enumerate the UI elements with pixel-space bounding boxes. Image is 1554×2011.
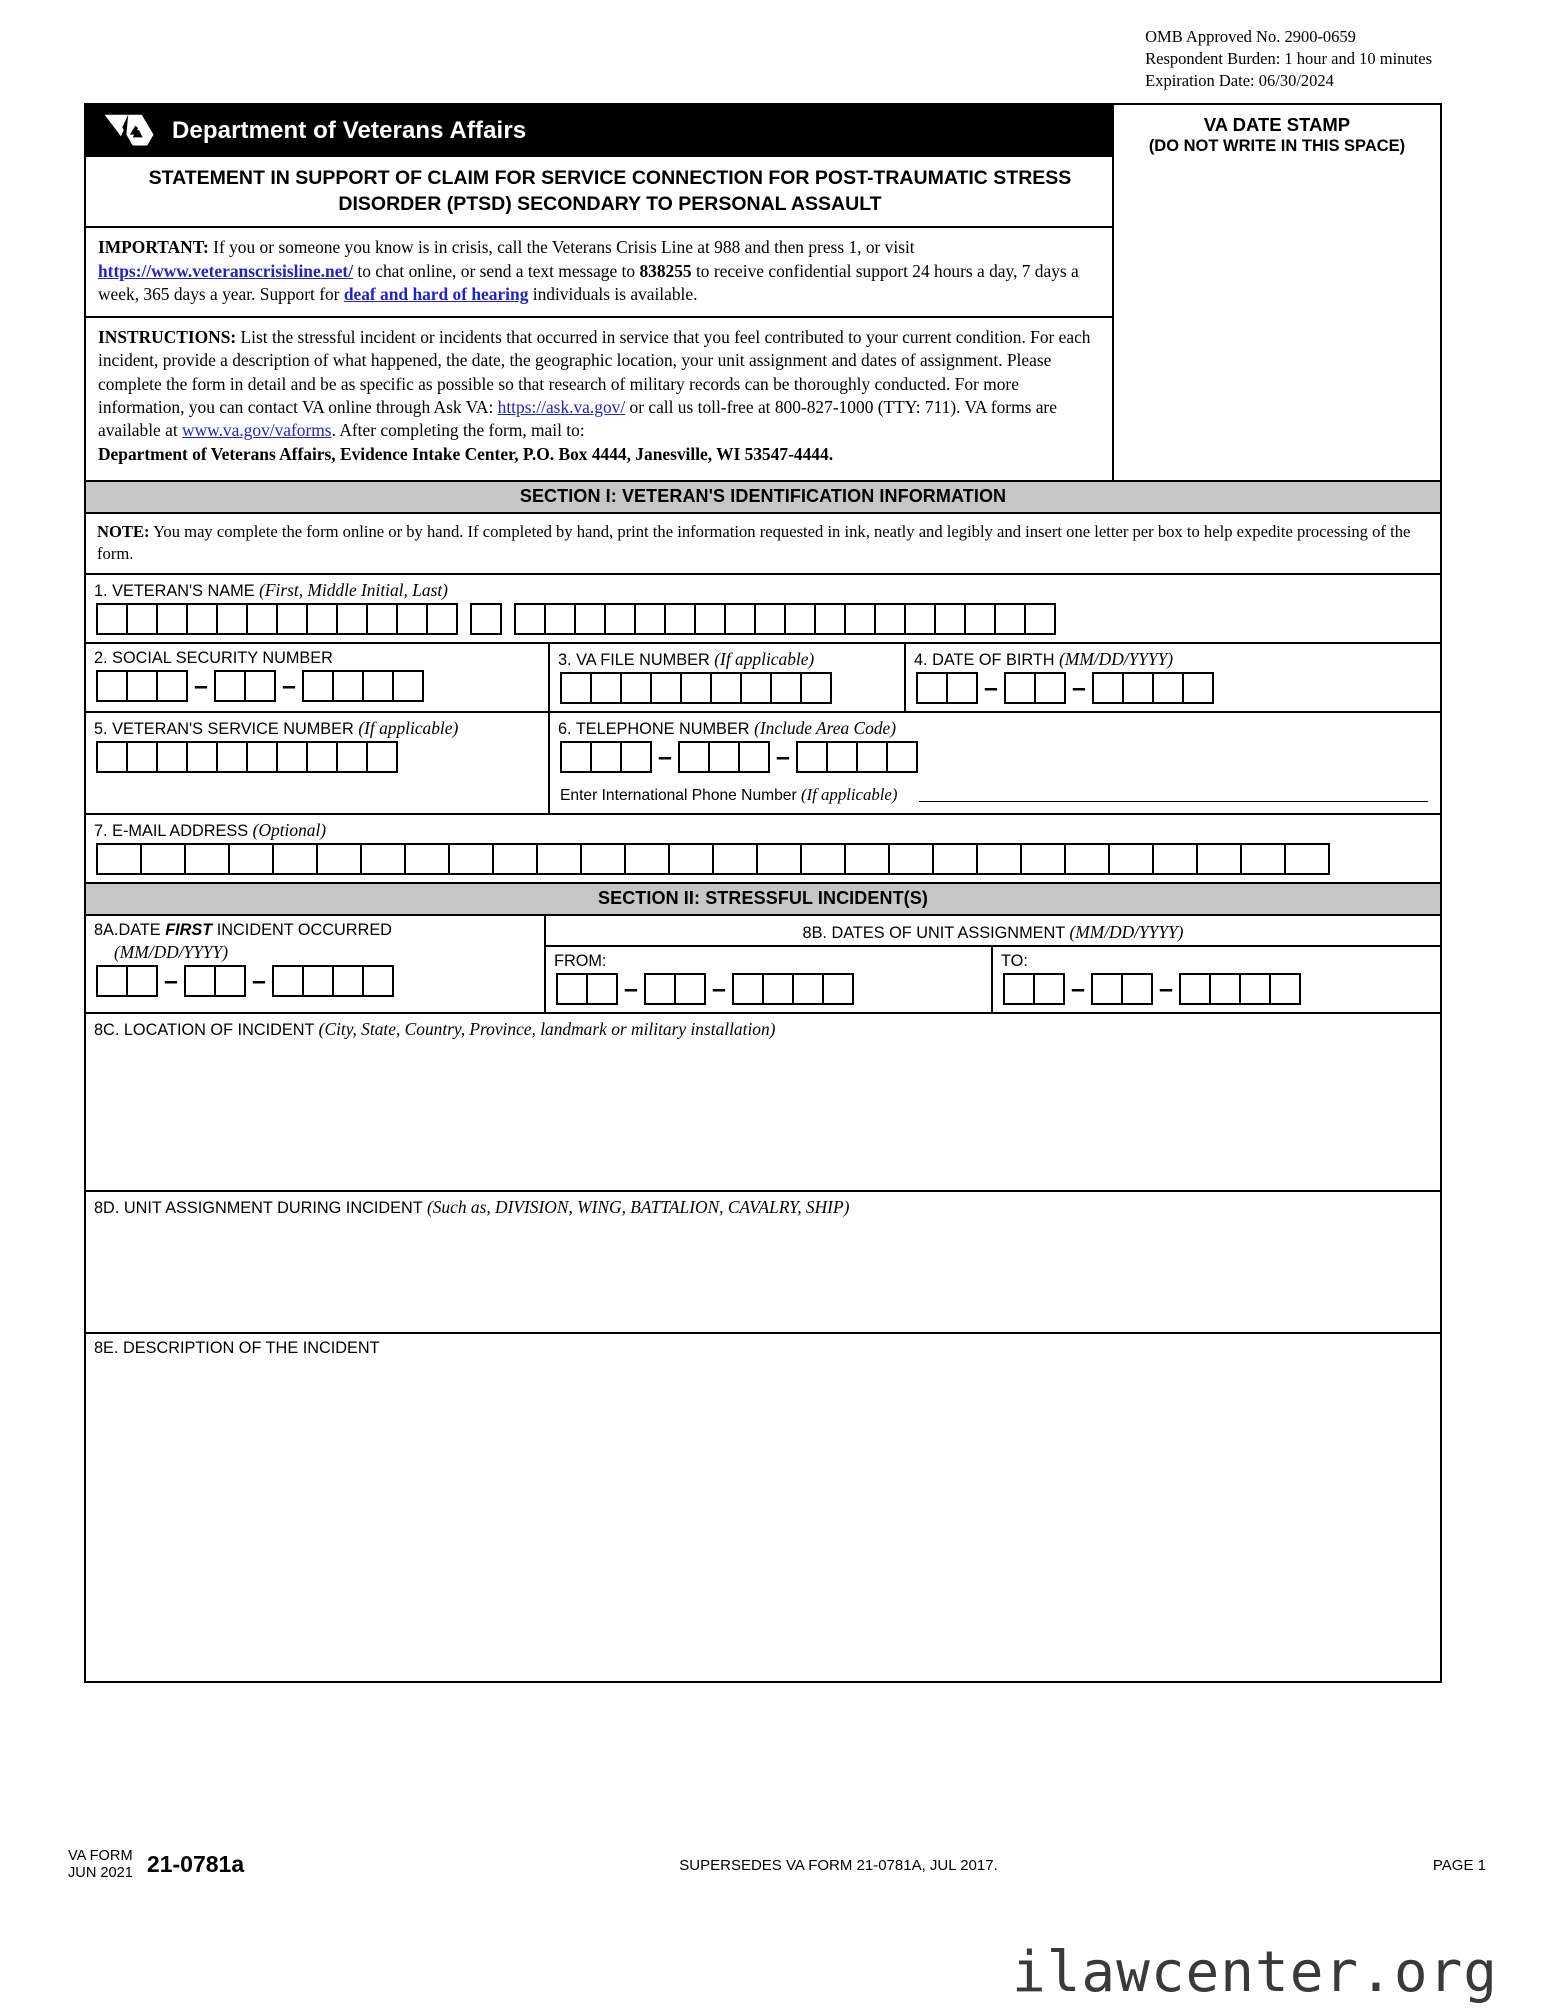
comb-cell[interactable] xyxy=(1196,843,1242,875)
comb-cell[interactable] xyxy=(620,741,652,773)
field-8e-description-of-incident[interactable] xyxy=(86,1334,1440,1681)
comb-cell[interactable] xyxy=(664,603,696,635)
field-3-hint: (If applicable) xyxy=(714,649,815,670)
comb-cell[interactable] xyxy=(302,670,334,702)
comb-cell[interactable] xyxy=(184,965,216,997)
comb-cell[interactable] xyxy=(586,973,618,1005)
field-1-label xyxy=(86,575,1440,603)
field-8e-label xyxy=(86,1334,1440,1360)
comb-cell[interactable] xyxy=(574,603,606,635)
comb-cell[interactable] xyxy=(332,965,364,997)
note-text: You may complete the form online or by hand. If completed by hand, print the information requested in ink, neatly and legibly and insert one letter per box to help expedite processing of the form. xyxy=(97,522,1411,564)
comb-cell[interactable] xyxy=(680,672,712,704)
comb-cell[interactable] xyxy=(1033,973,1065,1005)
comb-cell[interactable] xyxy=(634,603,666,635)
comb-cell[interactable] xyxy=(1179,973,1211,1005)
middle-initial-comb[interactable] xyxy=(470,603,502,635)
field-8b-title: DATES OF UNIT ASSIGNMENT xyxy=(831,924,1065,943)
field-2-number: 2. xyxy=(94,649,108,668)
phone-dash-2: – xyxy=(776,742,790,771)
comb-cell[interactable] xyxy=(762,973,794,1005)
field-5-inputs xyxy=(86,741,548,780)
comb-cell[interactable] xyxy=(276,741,308,773)
comb-cell[interactable] xyxy=(712,843,758,875)
field-2-social-security-number xyxy=(86,644,550,711)
international-phone-row xyxy=(550,780,1440,813)
field-5-hint: (If applicable) xyxy=(358,718,459,739)
comb-cell[interactable] xyxy=(492,843,538,875)
incident-date-day-comb[interactable] xyxy=(184,965,246,997)
field-4-inputs xyxy=(906,672,1440,711)
field-8a-number: 8A. xyxy=(94,921,119,940)
comb-cell[interactable] xyxy=(336,741,368,773)
comb-cell[interactable] xyxy=(800,672,832,704)
field-8a-pre: DATE xyxy=(118,921,166,940)
comb-cell[interactable] xyxy=(740,672,772,704)
va-seal-icon xyxy=(102,112,158,150)
comb-cell[interactable] xyxy=(1284,843,1330,875)
dob-dash-2: – xyxy=(1072,673,1086,702)
instructions-text-2: or call us toll-free at 800-827-1000 (TTY: 711). VA forms are available at xyxy=(98,396,1057,441)
comb-cell[interactable] xyxy=(336,603,368,635)
crisis-text-number: 838255 xyxy=(639,260,692,281)
comb-cell[interactable] xyxy=(404,843,450,875)
comb-cell[interactable] xyxy=(1269,973,1301,1005)
comb-cell[interactable] xyxy=(800,843,846,875)
phone-area-comb[interactable] xyxy=(560,741,652,773)
form-number: 21-0781a xyxy=(146,1851,245,1877)
comb-cell[interactable] xyxy=(732,973,764,1005)
comb-cell[interactable] xyxy=(272,965,304,997)
note-label: NOTE: xyxy=(97,522,150,542)
to-year-comb[interactable] xyxy=(1179,973,1301,1005)
comb-cell[interactable] xyxy=(754,603,786,635)
field-6-label xyxy=(550,713,1440,741)
dob-day-comb[interactable] xyxy=(1004,672,1066,704)
instructions-text-3: . After completing the form, mail to: xyxy=(331,420,585,441)
comb-cell[interactable] xyxy=(184,843,230,875)
comb-cell[interactable] xyxy=(306,741,338,773)
comb-cell[interactable] xyxy=(1121,973,1153,1005)
field-8b-dates-of-unit-assignment xyxy=(546,916,1440,1012)
comb-cell[interactable] xyxy=(822,973,854,1005)
comb-cell[interactable] xyxy=(1239,973,1271,1005)
to-month-comb[interactable] xyxy=(1003,973,1065,1005)
va-date-stamp-subtitle: (DO NOT WRITE IN THIS SPACE) xyxy=(1148,137,1406,156)
comb-cell[interactable] xyxy=(216,603,248,635)
comb-cell[interactable] xyxy=(1152,672,1184,704)
comb-cell[interactable] xyxy=(580,843,626,875)
comb-cell[interactable] xyxy=(316,843,362,875)
va-date-stamp-header xyxy=(1114,105,1440,161)
comb-cell[interactable] xyxy=(844,843,890,875)
comb-cell[interactable] xyxy=(1024,603,1056,635)
last-name-comb[interactable] xyxy=(514,603,1056,635)
instructions-block xyxy=(86,318,1112,480)
field-5-veterans-service-number xyxy=(86,713,550,813)
field-8c-hint: (City, State, Country, Province, landmark or military installation) xyxy=(318,1019,776,1040)
comb-cell[interactable] xyxy=(96,741,128,773)
important-notice xyxy=(86,228,1112,317)
field-8d-number: 8D. xyxy=(94,1199,120,1218)
field-6-number: 6. xyxy=(558,720,572,739)
comb-cell[interactable] xyxy=(1209,973,1241,1005)
mailing-address: Department of Veterans Affairs, Evidence Intake Center, P.O. Box 4444, Janesville, WI 53547-4444. xyxy=(98,443,834,464)
to-dash-1: – xyxy=(1071,974,1085,1003)
important-text-3: to receive confidential support 24 hours a day, 7 days a week, 365 days a year. Support for xyxy=(98,260,1079,305)
field-5-label xyxy=(86,713,548,741)
first-name-comb[interactable] xyxy=(96,603,458,635)
international-phone-text: Enter International Phone Number xyxy=(560,787,797,805)
important-text-1: If you or someone you know is in crisis, call the Veterans Crisis Line at 988 and then press 1, or visit xyxy=(208,237,915,258)
supersedes-note: SUPERSEDES VA FORM 21-0781A, JUL 2017. xyxy=(679,1857,998,1874)
va-form-line-2: JUN 2021 xyxy=(68,1865,133,1882)
field-6-inputs xyxy=(550,741,1440,780)
field-2-inputs xyxy=(86,670,548,709)
field-3-title: VA FILE NUMBER xyxy=(576,651,710,670)
field-8d-hint: (Such as, DIVISION, WING, BATTALION, CAVALRY, SHIP) xyxy=(426,1197,850,1218)
phone-line-comb[interactable] xyxy=(796,741,918,773)
field-4-number: 4. xyxy=(914,651,928,670)
incident-date-month-comb[interactable] xyxy=(96,965,158,997)
comb-cell[interactable] xyxy=(244,670,276,702)
comb-cell[interactable] xyxy=(856,741,888,773)
dob-dash-1: – xyxy=(984,673,998,702)
comb-cell[interactable] xyxy=(126,741,158,773)
incident-date-dash-1: – xyxy=(164,966,178,995)
comb-cell[interactable] xyxy=(228,843,274,875)
field-4-label xyxy=(906,644,1440,672)
field-8d-unit-assignment[interactable] xyxy=(86,1192,1440,1334)
international-phone-hint: (If applicable) xyxy=(801,785,898,805)
comb-cell[interactable] xyxy=(668,843,714,875)
comb-cell[interactable] xyxy=(1034,672,1066,704)
comb-cell[interactable] xyxy=(362,670,394,702)
field-8b-from-label: FROM: xyxy=(554,952,607,971)
comb-cell[interactable] xyxy=(360,843,406,875)
ask-va-link[interactable]: https://ask.va.gov/ xyxy=(497,396,626,417)
dob-month-comb[interactable] xyxy=(916,672,978,704)
comb-cell[interactable] xyxy=(796,741,828,773)
field-7-title: E-MAIL ADDRESS xyxy=(112,822,249,841)
phone-dash-1: – xyxy=(658,742,672,771)
deaf-hard-of-hearing-link[interactable]: deaf and hard of hearing xyxy=(343,284,529,305)
comb-cell[interactable] xyxy=(770,672,802,704)
comb-cell[interactable] xyxy=(126,670,158,702)
field-8c-number: 8C. xyxy=(94,1021,120,1040)
fields-5-6-row xyxy=(86,713,1440,815)
comb-cell[interactable] xyxy=(186,741,218,773)
international-phone-input[interactable] xyxy=(919,784,1428,802)
comb-cell[interactable] xyxy=(826,741,858,773)
field-8e-number: 8E. xyxy=(94,1339,119,1358)
comb-cell[interactable] xyxy=(620,672,652,704)
comb-cell[interactable] xyxy=(784,603,816,635)
comb-cell[interactable] xyxy=(644,973,676,1005)
va-forms-link[interactable]: www.va.gov/vaforms xyxy=(182,420,332,441)
section-1-note xyxy=(86,514,1440,575)
field-1-number: 1. xyxy=(94,582,108,601)
ssn-dash-1: – xyxy=(194,671,208,700)
ssn-group-comb[interactable] xyxy=(214,670,276,702)
form-frame xyxy=(84,103,1442,1683)
omb-approved: OMB Approved No. 2900-0659 xyxy=(1145,27,1356,46)
comb-cell[interactable] xyxy=(708,741,740,773)
comb-cell[interactable] xyxy=(904,603,936,635)
comb-cell[interactable] xyxy=(888,843,934,875)
comb-cell[interactable] xyxy=(96,603,128,635)
comb-cell[interactable] xyxy=(246,741,278,773)
comb-cell[interactable] xyxy=(650,672,682,704)
email-comb[interactable] xyxy=(96,843,1330,875)
comb-cell[interactable] xyxy=(556,973,588,1005)
comb-cell[interactable] xyxy=(392,670,424,702)
field-6-title: TELEPHONE NUMBER xyxy=(575,720,750,739)
field-4-title: DATE OF BIRTH xyxy=(932,651,1055,670)
comb-cell[interactable] xyxy=(426,603,458,635)
field-3-inputs xyxy=(550,672,904,711)
va-date-stamp-box xyxy=(1114,105,1440,480)
important-text-2: to chat online, or send a text message to xyxy=(353,260,640,281)
comb-cell[interactable] xyxy=(306,603,338,635)
omb-header xyxy=(1145,26,1432,92)
comb-cell[interactable] xyxy=(738,741,770,773)
instructions-label: INSTRUCTIONS: xyxy=(98,326,237,347)
comb-cell[interactable] xyxy=(126,965,158,997)
international-phone-label xyxy=(560,785,897,805)
comb-cell[interactable] xyxy=(96,670,128,702)
form-footer xyxy=(68,1848,1486,1882)
field-6-hint: (Include Area Code) xyxy=(754,718,897,739)
field-3-va-file-number xyxy=(550,644,906,711)
section-2-header: SECTION II: STRESSFUL INCIDENT(S) xyxy=(86,882,1440,916)
comb-cell[interactable] xyxy=(710,672,742,704)
comb-cell[interactable] xyxy=(560,741,592,773)
field-5-number: 5. xyxy=(94,720,108,739)
field-1-hint: (First, Middle Initial, Last) xyxy=(259,580,448,601)
important-text-4: individuals is available. xyxy=(528,284,698,305)
comb-cell[interactable] xyxy=(276,603,308,635)
field-8b-hint: (MM/DD/YYYY) xyxy=(1069,922,1184,943)
comb-cell[interactable] xyxy=(96,965,128,997)
field-3-label xyxy=(550,644,904,672)
comb-cell[interactable] xyxy=(934,603,966,635)
field-8a-date-first-incident xyxy=(86,916,546,1012)
va-form-label xyxy=(68,1848,133,1882)
comb-cell[interactable] xyxy=(246,603,278,635)
comb-cell[interactable] xyxy=(976,843,1022,875)
comb-cell[interactable] xyxy=(1091,973,1123,1005)
field-8d-title: UNIT ASSIGNMENT DURING INCIDENT xyxy=(123,1199,423,1218)
comb-cell[interactable] xyxy=(216,741,248,773)
field-7-label xyxy=(86,815,1440,843)
field-8b-to xyxy=(993,947,1440,1012)
comb-cell[interactable] xyxy=(186,603,218,635)
comb-cell[interactable] xyxy=(590,741,622,773)
comb-cell[interactable] xyxy=(96,843,142,875)
field-8a-post: INCIDENT OCCURRED xyxy=(212,921,392,940)
field-8a-hint-row xyxy=(86,942,544,965)
comb-cell[interactable] xyxy=(624,843,670,875)
to-day-comb[interactable] xyxy=(1091,973,1153,1005)
comb-cell[interactable] xyxy=(272,843,318,875)
field-1-inputs xyxy=(86,603,1440,642)
comb-cell[interactable] xyxy=(844,603,876,635)
comb-cell[interactable] xyxy=(1020,843,1066,875)
to-dash-2: – xyxy=(1159,974,1173,1003)
service-number-comb[interactable] xyxy=(96,741,398,773)
comb-cell[interactable] xyxy=(932,843,978,875)
header-row xyxy=(86,105,1440,480)
field-8b-from-inputs xyxy=(546,973,991,1012)
page-number: PAGE 1 xyxy=(1432,1857,1486,1874)
omb-burden: Respondent Burden: 1 hour and 10 minutes xyxy=(1145,48,1432,68)
field-2-label xyxy=(86,644,548,670)
field-5-title: VETERAN'S SERVICE NUMBER xyxy=(112,720,354,739)
comb-cell[interactable] xyxy=(156,670,188,702)
instructions-text-1: List the stressful incident or incidents that occurred in service that you feel contributed to your current condition. For each incident, provide a description of what happened, the date, the geographic location, your unit assignment and dates of assignment. Please complete the form in detail and be as specific as possible so that research of military records can be thoroughly conducted. For more information, you can contact VA online through Ask VA: xyxy=(98,326,1091,417)
comb-cell[interactable] xyxy=(1182,672,1214,704)
comb-cell[interactable] xyxy=(1152,843,1198,875)
comb-cell[interactable] xyxy=(886,741,918,773)
field-3-number: 3. xyxy=(558,651,572,670)
va-banner xyxy=(86,105,1112,157)
comb-cell[interactable] xyxy=(674,973,706,1005)
field-8b-subrow xyxy=(546,945,1440,1012)
va-file-number-comb[interactable] xyxy=(560,672,832,704)
comb-cell[interactable] xyxy=(126,603,158,635)
comb-cell[interactable] xyxy=(964,603,996,635)
phone-prefix-comb[interactable] xyxy=(678,741,770,773)
comb-cell[interactable] xyxy=(604,603,636,635)
field-8c-label xyxy=(86,1014,1440,1042)
omb-expiration: Expiration Date: 06/30/2024 xyxy=(1145,70,1334,90)
footer-left xyxy=(68,1848,244,1882)
field-8a-emphasis: FIRST xyxy=(165,921,213,940)
comb-cell[interactable] xyxy=(536,843,582,875)
field-7-inputs xyxy=(86,843,1440,882)
comb-cell[interactable] xyxy=(1108,843,1154,875)
comb-cell[interactable] xyxy=(678,741,710,773)
comb-cell[interactable] xyxy=(946,672,978,704)
comb-cell[interactable] xyxy=(214,965,246,997)
section-1-header: SECTION I: VETERAN'S IDENTIFICATION INFORMATION xyxy=(86,480,1440,514)
from-day-comb[interactable] xyxy=(644,973,706,1005)
from-dash-1: – xyxy=(624,974,638,1003)
field-8b-to-inputs xyxy=(993,973,1440,1012)
comb-cell[interactable] xyxy=(874,603,906,635)
comb-cell[interactable] xyxy=(1004,672,1036,704)
comb-cell[interactable] xyxy=(302,965,334,997)
from-dash-2: – xyxy=(712,974,726,1003)
dob-year-comb[interactable] xyxy=(1092,672,1214,704)
from-year-comb[interactable] xyxy=(732,973,854,1005)
comb-cell[interactable] xyxy=(448,843,494,875)
comb-cell[interactable] xyxy=(366,603,398,635)
watermark: ilawcenter.org xyxy=(1011,1940,1498,2005)
comb-cell[interactable] xyxy=(1122,672,1154,704)
comb-cell[interactable] xyxy=(544,603,576,635)
field-8c-location-of-incident[interactable] xyxy=(86,1014,1440,1192)
veterans-crisis-line-link[interactable]: https://www.veteranscrisisline.net/ xyxy=(98,260,354,281)
comb-cell[interactable] xyxy=(792,973,824,1005)
field-8a-inputs xyxy=(86,965,544,1004)
field-1-title: VETERAN'S NAME xyxy=(112,582,255,601)
field-8b-from xyxy=(546,947,993,1012)
field-1-veterans-name xyxy=(86,575,1440,644)
incident-date-dash-2: – xyxy=(252,966,266,995)
field-8b-to-label: TO: xyxy=(1001,952,1028,971)
field-8e-title: DESCRIPTION OF THE INCIDENT xyxy=(122,1339,380,1358)
va-form-line-1: VA FORM xyxy=(68,1848,133,1864)
agency-name: Department of Veterans Affairs xyxy=(172,117,527,144)
comb-cell[interactable] xyxy=(916,672,948,704)
comb-cell[interactable] xyxy=(994,603,1026,635)
comb-cell[interactable] xyxy=(514,603,546,635)
comb-cell[interactable] xyxy=(156,741,188,773)
field-4-date-of-birth xyxy=(906,644,1440,711)
ssn-area-comb[interactable] xyxy=(96,670,188,702)
comb-cell[interactable] xyxy=(1064,843,1110,875)
ssn-dash-2: – xyxy=(282,671,296,700)
comb-cell[interactable] xyxy=(724,603,756,635)
fields-8a-8b-row xyxy=(86,916,1440,1014)
comb-cell[interactable] xyxy=(1003,973,1035,1005)
from-month-comb[interactable] xyxy=(556,973,618,1005)
comb-cell[interactable] xyxy=(332,670,364,702)
comb-cell[interactable] xyxy=(140,843,186,875)
comb-cell[interactable] xyxy=(362,965,394,997)
comb-cell[interactable] xyxy=(590,672,622,704)
field-7-email-address xyxy=(86,815,1440,882)
comb-cell[interactable] xyxy=(1092,672,1124,704)
field-8c-title: LOCATION OF INCIDENT xyxy=(123,1021,315,1040)
field-7-hint: (Optional) xyxy=(252,820,327,841)
field-8b-label xyxy=(546,916,1440,945)
field-8d-label xyxy=(86,1192,1440,1220)
va-date-stamp-title: VA DATE STAMP xyxy=(1203,114,1351,135)
field-7-number: 7. xyxy=(94,822,108,841)
form-title: STATEMENT IN SUPPORT OF CLAIM FOR SERVICE CONNECTION FOR POST-TRAUMATIC STRESS DISORDER (PTSD) SECONDARY TO PERSONAL ASSAULT xyxy=(86,157,1112,228)
comb-cell[interactable] xyxy=(814,603,846,635)
comb-cell[interactable] xyxy=(694,603,726,635)
comb-cell[interactable] xyxy=(470,603,502,635)
field-6-telephone-number xyxy=(550,713,1440,813)
comb-cell[interactable] xyxy=(560,672,592,704)
incident-date-year-comb[interactable] xyxy=(272,965,394,997)
header-left-column xyxy=(86,105,1114,480)
field-8a-hint: (MM/DD/YYYY) xyxy=(114,942,229,963)
comb-cell[interactable] xyxy=(396,603,428,635)
ssn-serial-comb[interactable] xyxy=(302,670,424,702)
field-2-title: SOCIAL SECURITY NUMBER xyxy=(112,649,333,668)
field-8b-number: 8B. xyxy=(802,924,827,943)
field-4-hint: (MM/DD/YYYY) xyxy=(1059,649,1174,670)
comb-cell[interactable] xyxy=(214,670,246,702)
comb-cell[interactable] xyxy=(756,843,802,875)
fields-2-3-4-row xyxy=(86,644,1440,713)
important-label: IMPORTANT: xyxy=(98,237,209,258)
comb-cell[interactable] xyxy=(156,603,188,635)
field-8a-label xyxy=(86,916,544,942)
comb-cell[interactable] xyxy=(1240,843,1286,875)
comb-cell[interactable] xyxy=(366,741,398,773)
